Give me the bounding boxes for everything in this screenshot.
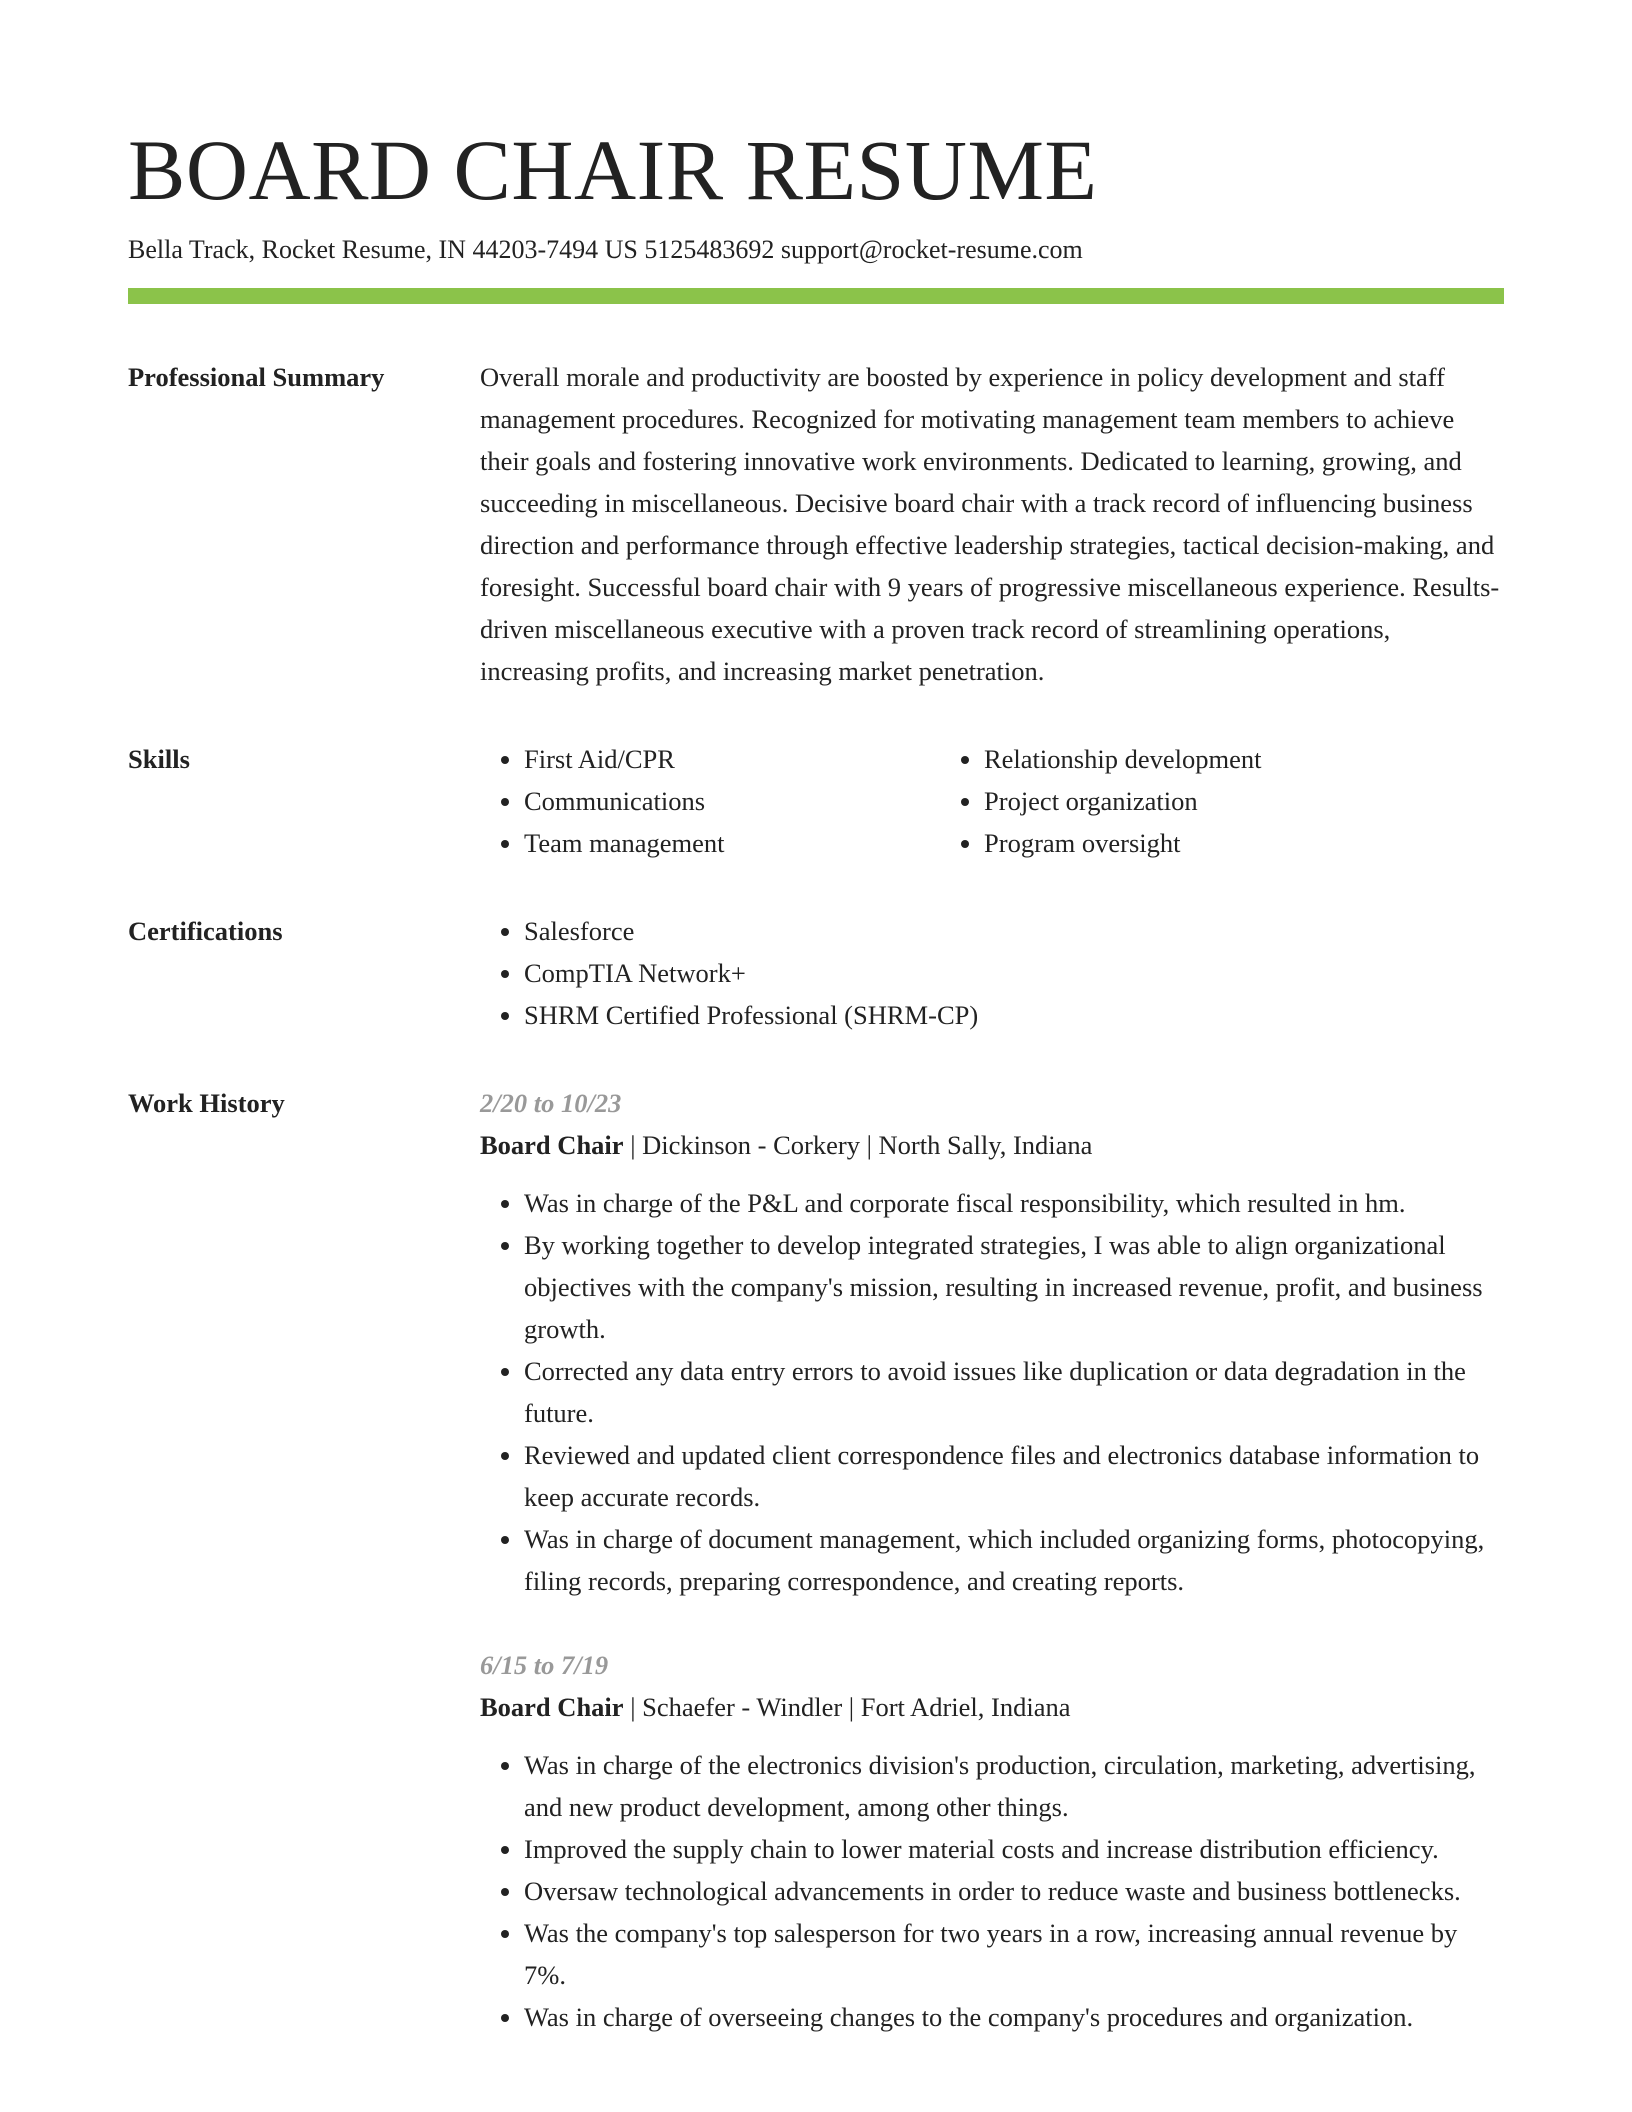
professional-summary-body (480, 356, 1504, 692)
job-employer-location: | Dickinson - Corkery | North Sally, Indiana (623, 1130, 1093, 1160)
certifications-body (480, 910, 1504, 1036)
work-history-body (480, 1082, 1504, 2038)
job-entry (480, 1644, 1504, 2038)
job-bullet: • Oversaw technological advancements in order to reduce waste and business bottlenecks. (524, 1870, 1504, 1912)
job-bullet-list (480, 1744, 1504, 2038)
job-entry (480, 1082, 1504, 1602)
section-label-skills: Skills (128, 744, 190, 774)
job-title: Board Chair (480, 1130, 624, 1160)
skill-item: • Relationship development (984, 738, 1504, 780)
section-label-professional-summary: Professional Summary (128, 362, 385, 392)
certification-item: • Salesforce (524, 910, 1504, 952)
job-dates: 2/20 to 10/23 (480, 1088, 622, 1118)
job-bullet: • Was in charge of the electronics division's production, circulation, marketing, advertising, and new product development, among other things. (524, 1744, 1504, 1828)
job-bullet: • Corrected any data entry errors to avoid issues like duplication or data degradation in the future. (524, 1350, 1504, 1434)
certifications-list (480, 910, 1504, 1036)
job-employer-location: | Schaefer - Windler | Fort Adriel, Indiana (623, 1692, 1071, 1722)
professional-summary-text: Overall morale and productivity are boosted by experience in policy development and staff management procedures. Recognized for motivating management team members to achieve their goals and fostering innovative work environments. Dedicated to learning, growing, and succeeding in miscellaneous. Decisive board chair with a track record of influencing business direction and performance through effective leadership strategies, tactical decision-making, and foresight. Successful board chair with 9 years of progressive miscellaneous experience. Results-driven miscellaneous executive with a proven track record of streamlining operations, increasing profits, and increasing market penetration. (480, 362, 1500, 686)
work-history-section (128, 1082, 1504, 2038)
skill-item: • Project organization (984, 780, 1504, 822)
skill-item: • Communications (524, 780, 940, 822)
section-label-work-history: Work History (128, 1088, 285, 1118)
skill-item: • First Aid/CPR (524, 738, 940, 780)
job-bullet: • Improved the supply chain to lower material costs and increase distribution efficiency. (524, 1828, 1504, 1870)
skill-item: • Program oversight (984, 822, 1504, 864)
job-bullet: • Was in charge of overseeing changes to the company's procedures and organization. (524, 1996, 1504, 2038)
job-bullet-list (480, 1182, 1504, 1602)
job-heading (480, 1124, 1504, 1166)
skills-column-right (940, 738, 1504, 864)
certification-item: • CompTIA Network+ (524, 952, 1504, 994)
skill-item: • Team management (524, 822, 940, 864)
certification-item: • SHRM Certified Professional (SHRM-CP) (524, 994, 1504, 1036)
job-heading (480, 1686, 1504, 1728)
section-label-certifications: Certifications (128, 916, 283, 946)
resume-title: BOARD CHAIR RESUME (128, 122, 1098, 218)
skills-column-left (480, 738, 940, 864)
certifications-section (128, 910, 1504, 1036)
job-dates: 6/15 to 7/19 (480, 1650, 609, 1680)
professional-summary-section (128, 356, 1504, 692)
accent-divider (128, 288, 1504, 304)
skills-list (480, 738, 1504, 864)
job-title: Board Chair (480, 1692, 624, 1722)
contact-line: Bella Track, Rocket Resume, IN 44203-7494 US 5125483692 support@rocket-resume.com (128, 235, 1083, 264)
job-bullet: • By working together to develop integrated strategies, I was able to align organizational objectives with the company's mission, resulting in increased revenue, profit, and business growth. (524, 1224, 1504, 1350)
skills-section (128, 738, 1504, 864)
job-bullet: • Reviewed and updated client correspondence files and electronics database information to keep accurate records. (524, 1434, 1504, 1518)
job-bullet: • Was in charge of the P&L and corporate fiscal responsibility, which resulted in hm. (524, 1182, 1504, 1224)
job-bullet: • Was in charge of document management, which included organizing forms, photocopying, filing records, preparing correspondence, and creating reports. (524, 1518, 1504, 1602)
job-bullet: • Was the company's top salesperson for two years in a row, increasing annual revenue by 7%. (524, 1912, 1504, 1996)
